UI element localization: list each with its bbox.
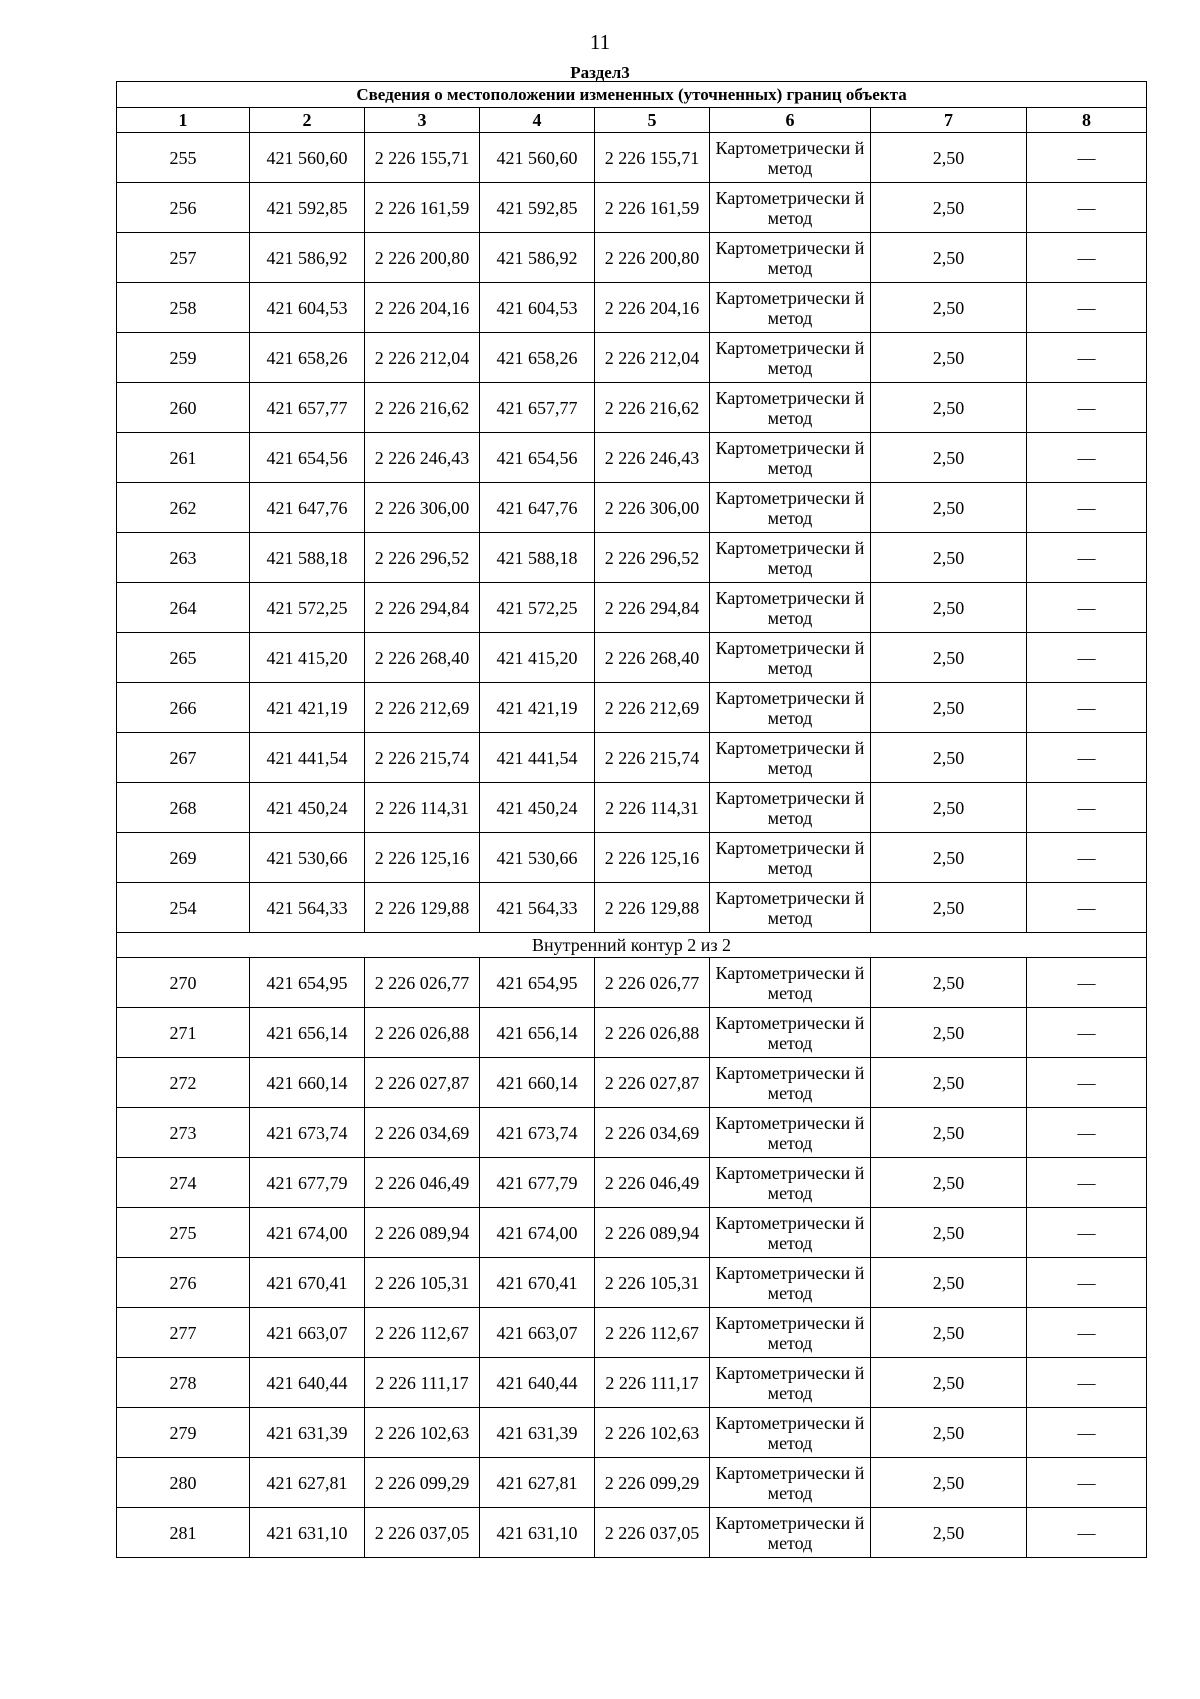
cell-description: — bbox=[1027, 1258, 1147, 1308]
cell-point-number: 274 bbox=[117, 1158, 250, 1208]
cell-point-number: 254 bbox=[117, 883, 250, 933]
cell-method: Картометрически й метод bbox=[710, 1358, 871, 1408]
cell-description: — bbox=[1027, 1458, 1147, 1508]
cell-x-existing: 421 658,26 bbox=[250, 333, 365, 383]
table-caption: Сведения о местоположении измененных (уточненных) границ объекта bbox=[117, 82, 1147, 108]
cell-y-existing: 2 226 246,43 bbox=[365, 433, 480, 483]
cell-method: Картометрически й метод bbox=[710, 783, 871, 833]
cell-y-existing: 2 226 216,62 bbox=[365, 383, 480, 433]
cell-x-new: 421 564,33 bbox=[480, 883, 595, 933]
cell-y-new: 2 226 125,16 bbox=[595, 833, 710, 883]
cell-x-existing: 421 572,25 bbox=[250, 583, 365, 633]
cell-y-existing: 2 226 306,00 bbox=[365, 483, 480, 533]
table-row bbox=[117, 1358, 1147, 1408]
cell-point-number: 258 bbox=[117, 283, 250, 333]
cell-accuracy: 2,50 bbox=[871, 683, 1027, 733]
cell-point-number: 260 bbox=[117, 383, 250, 433]
cell-point-number: 269 bbox=[117, 833, 250, 883]
cell-x-existing: 421 654,95 bbox=[250, 958, 365, 1008]
cell-accuracy: 2,50 bbox=[871, 533, 1027, 583]
cell-description: — bbox=[1027, 183, 1147, 233]
table-row bbox=[117, 1308, 1147, 1358]
cell-accuracy: 2,50 bbox=[871, 1208, 1027, 1258]
cell-method: Картометрически й метод bbox=[710, 733, 871, 783]
cell-method: Картометрически й метод bbox=[710, 633, 871, 683]
cell-description: — bbox=[1027, 1108, 1147, 1158]
cell-point-number: 281 bbox=[117, 1508, 250, 1558]
cell-description: — bbox=[1027, 333, 1147, 383]
cell-description: — bbox=[1027, 133, 1147, 183]
cell-point-number: 275 bbox=[117, 1208, 250, 1258]
table-row bbox=[117, 958, 1147, 1008]
cell-accuracy: 2,50 bbox=[871, 383, 1027, 433]
cell-accuracy: 2,50 bbox=[871, 583, 1027, 633]
table-row bbox=[117, 783, 1147, 833]
cell-description: — bbox=[1027, 383, 1147, 433]
cell-x-new: 421 441,54 bbox=[480, 733, 595, 783]
cell-x-new: 421 654,95 bbox=[480, 958, 595, 1008]
cell-accuracy: 2,50 bbox=[871, 333, 1027, 383]
cell-x-existing: 421 450,24 bbox=[250, 783, 365, 833]
cell-y-new: 2 226 204,16 bbox=[595, 283, 710, 333]
cell-point-number: 272 bbox=[117, 1058, 250, 1108]
cell-x-existing: 421 674,00 bbox=[250, 1208, 365, 1258]
cell-y-new: 2 226 200,80 bbox=[595, 233, 710, 283]
table-row bbox=[117, 683, 1147, 733]
cell-y-new: 2 226 155,71 bbox=[595, 133, 710, 183]
table-row bbox=[117, 1258, 1147, 1308]
cell-x-new: 421 588,18 bbox=[480, 533, 595, 583]
table-row bbox=[117, 1208, 1147, 1258]
cell-description: — bbox=[1027, 1408, 1147, 1458]
cell-description: — bbox=[1027, 783, 1147, 833]
cell-y-existing: 2 226 105,31 bbox=[365, 1258, 480, 1308]
table-row bbox=[117, 733, 1147, 783]
cell-method: Картометрически й метод bbox=[710, 583, 871, 633]
cell-x-existing: 421 564,33 bbox=[250, 883, 365, 933]
cell-description: — bbox=[1027, 1308, 1147, 1358]
cell-description: — bbox=[1027, 683, 1147, 733]
cell-x-existing: 421 677,79 bbox=[250, 1158, 365, 1208]
cell-y-new: 2 226 026,77 bbox=[595, 958, 710, 1008]
cell-y-existing: 2 226 204,16 bbox=[365, 283, 480, 333]
cell-point-number: 276 bbox=[117, 1258, 250, 1308]
cell-description: — bbox=[1027, 833, 1147, 883]
cell-y-new: 2 226 212,69 bbox=[595, 683, 710, 733]
cell-x-new: 421 572,25 bbox=[480, 583, 595, 633]
cell-method: Картометрически й метод bbox=[710, 333, 871, 383]
cell-point-number: 255 bbox=[117, 133, 250, 183]
cell-x-existing: 421 530,66 bbox=[250, 833, 365, 883]
cell-y-existing: 2 226 294,84 bbox=[365, 583, 480, 633]
cell-accuracy: 2,50 bbox=[871, 1058, 1027, 1108]
column-number-5: 5 bbox=[595, 108, 710, 133]
column-number-7: 7 bbox=[871, 108, 1027, 133]
cell-x-new: 421 560,60 bbox=[480, 133, 595, 183]
cell-x-existing: 421 657,77 bbox=[250, 383, 365, 433]
cell-accuracy: 2,50 bbox=[871, 183, 1027, 233]
cell-x-new: 421 421,19 bbox=[480, 683, 595, 733]
cell-point-number: 266 bbox=[117, 683, 250, 733]
table-row bbox=[117, 383, 1147, 433]
cell-accuracy: 2,50 bbox=[871, 1008, 1027, 1058]
coordinates-table bbox=[116, 81, 1147, 1558]
cell-accuracy: 2,50 bbox=[871, 733, 1027, 783]
cell-point-number: 257 bbox=[117, 233, 250, 283]
cell-method: Картометрически й метод bbox=[710, 1158, 871, 1208]
cell-y-new: 2 226 161,59 bbox=[595, 183, 710, 233]
cell-y-existing: 2 226 026,77 bbox=[365, 958, 480, 1008]
cell-accuracy: 2,50 bbox=[871, 833, 1027, 883]
cell-x-existing: 421 588,18 bbox=[250, 533, 365, 583]
cell-accuracy: 2,50 bbox=[871, 133, 1027, 183]
table-row bbox=[117, 1458, 1147, 1508]
table-row bbox=[117, 583, 1147, 633]
cell-x-new: 421 674,00 bbox=[480, 1208, 595, 1258]
cell-description: — bbox=[1027, 1208, 1147, 1258]
cell-x-new: 421 657,77 bbox=[480, 383, 595, 433]
cell-method: Картометрически й метод bbox=[710, 233, 871, 283]
cell-x-existing: 421 670,41 bbox=[250, 1258, 365, 1308]
cell-y-existing: 2 226 212,69 bbox=[365, 683, 480, 733]
contour-label: Внутренний контур 2 из 2 bbox=[117, 933, 1147, 958]
table-row bbox=[117, 433, 1147, 483]
cell-x-new: 421 658,26 bbox=[480, 333, 595, 383]
cell-point-number: 256 bbox=[117, 183, 250, 233]
cell-x-new: 421 627,81 bbox=[480, 1458, 595, 1508]
cell-method: Картометрически й метод bbox=[710, 483, 871, 533]
cell-y-new: 2 226 027,87 bbox=[595, 1058, 710, 1108]
cell-accuracy: 2,50 bbox=[871, 1258, 1027, 1308]
cell-accuracy: 2,50 bbox=[871, 1308, 1027, 1358]
cell-y-existing: 2 226 200,80 bbox=[365, 233, 480, 283]
cell-x-existing: 421 560,60 bbox=[250, 133, 365, 183]
table-row bbox=[117, 1508, 1147, 1558]
cell-y-existing: 2 226 155,71 bbox=[365, 133, 480, 183]
cell-y-existing: 2 226 034,69 bbox=[365, 1108, 480, 1158]
cell-method: Картометрически й метод bbox=[710, 1258, 871, 1308]
cell-method: Картометрически й метод bbox=[710, 958, 871, 1008]
table-row bbox=[117, 333, 1147, 383]
cell-x-new: 421 530,66 bbox=[480, 833, 595, 883]
cell-y-existing: 2 226 212,04 bbox=[365, 333, 480, 383]
cell-method: Картометрически й метод bbox=[710, 433, 871, 483]
cell-y-existing: 2 226 161,59 bbox=[365, 183, 480, 233]
cell-x-existing: 421 421,19 bbox=[250, 683, 365, 733]
cell-accuracy: 2,50 bbox=[871, 1158, 1027, 1208]
cell-description: — bbox=[1027, 483, 1147, 533]
cell-y-new: 2 226 026,88 bbox=[595, 1008, 710, 1058]
cell-y-existing: 2 226 037,05 bbox=[365, 1508, 480, 1558]
cell-x-existing: 421 586,92 bbox=[250, 233, 365, 283]
cell-y-new: 2 226 111,17 bbox=[595, 1358, 710, 1408]
cell-y-new: 2 226 296,52 bbox=[595, 533, 710, 583]
cell-accuracy: 2,50 bbox=[871, 1108, 1027, 1158]
cell-y-new: 2 226 129,88 bbox=[595, 883, 710, 933]
cell-y-new: 2 226 306,00 bbox=[595, 483, 710, 533]
cell-x-existing: 421 604,53 bbox=[250, 283, 365, 333]
cell-y-existing: 2 226 102,63 bbox=[365, 1408, 480, 1458]
cell-x-new: 421 592,85 bbox=[480, 183, 595, 233]
cell-method: Картометрически й метод bbox=[710, 283, 871, 333]
cell-y-new: 2 226 215,74 bbox=[595, 733, 710, 783]
column-number-2: 2 bbox=[250, 108, 365, 133]
cell-x-existing: 421 647,76 bbox=[250, 483, 365, 533]
cell-y-existing: 2 226 046,49 bbox=[365, 1158, 480, 1208]
table-row bbox=[117, 1408, 1147, 1458]
cell-y-new: 2 226 112,67 bbox=[595, 1308, 710, 1358]
cell-y-new: 2 226 099,29 bbox=[595, 1458, 710, 1508]
cell-x-new: 421 631,10 bbox=[480, 1508, 595, 1558]
column-number-1: 1 bbox=[117, 108, 250, 133]
table-row bbox=[117, 533, 1147, 583]
table-row bbox=[117, 1058, 1147, 1108]
cell-accuracy: 2,50 bbox=[871, 633, 1027, 683]
cell-accuracy: 2,50 bbox=[871, 433, 1027, 483]
cell-method: Картометрически й метод bbox=[710, 533, 871, 583]
cell-point-number: 261 bbox=[117, 433, 250, 483]
cell-point-number: 262 bbox=[117, 483, 250, 533]
cell-x-existing: 421 660,14 bbox=[250, 1058, 365, 1108]
cell-method: Картометрически й метод bbox=[710, 1458, 871, 1508]
cell-description: — bbox=[1027, 633, 1147, 683]
cell-description: — bbox=[1027, 883, 1147, 933]
cell-x-existing: 421 592,85 bbox=[250, 183, 365, 233]
cell-description: — bbox=[1027, 1058, 1147, 1108]
page-number: 11 bbox=[589, 30, 611, 54]
cell-method: Картометрически й метод bbox=[710, 133, 871, 183]
cell-x-new: 421 586,92 bbox=[480, 233, 595, 283]
cell-y-new: 2 226 102,63 bbox=[595, 1408, 710, 1458]
cell-method: Картометрически й метод bbox=[710, 1008, 871, 1058]
table-body bbox=[117, 133, 1147, 1558]
cell-x-new: 421 631,39 bbox=[480, 1408, 595, 1458]
cell-description: — bbox=[1027, 1358, 1147, 1408]
cell-method: Картометрически й метод bbox=[710, 1508, 871, 1558]
cell-point-number: 259 bbox=[117, 333, 250, 383]
table-row bbox=[117, 1008, 1147, 1058]
cell-y-new: 2 226 114,31 bbox=[595, 783, 710, 833]
cell-description: — bbox=[1027, 1158, 1147, 1208]
cell-accuracy: 2,50 bbox=[871, 958, 1027, 1008]
cell-y-existing: 2 226 026,88 bbox=[365, 1008, 480, 1058]
cell-point-number: 268 bbox=[117, 783, 250, 833]
table-row bbox=[117, 633, 1147, 683]
cell-method: Картометрически й метод bbox=[710, 883, 871, 933]
cell-point-number: 278 bbox=[117, 1358, 250, 1408]
cell-y-existing: 2 226 296,52 bbox=[365, 533, 480, 583]
contour-row bbox=[117, 933, 1147, 958]
cell-y-existing: 2 226 089,94 bbox=[365, 1208, 480, 1258]
cell-x-new: 421 654,56 bbox=[480, 433, 595, 483]
cell-method: Картометрически й метод bbox=[710, 683, 871, 733]
cell-method: Картометрически й метод bbox=[710, 1208, 871, 1258]
cell-y-existing: 2 226 111,17 bbox=[365, 1358, 480, 1408]
cell-x-existing: 421 656,14 bbox=[250, 1008, 365, 1058]
cell-y-new: 2 226 212,04 bbox=[595, 333, 710, 383]
table-row bbox=[117, 233, 1147, 283]
column-number-row bbox=[117, 108, 1147, 133]
cell-x-new: 421 677,79 bbox=[480, 1158, 595, 1208]
cell-description: — bbox=[1027, 283, 1147, 333]
column-number-4: 4 bbox=[480, 108, 595, 133]
cell-y-existing: 2 226 125,16 bbox=[365, 833, 480, 883]
table-row bbox=[117, 1108, 1147, 1158]
cell-y-existing: 2 226 112,67 bbox=[365, 1308, 480, 1358]
cell-x-existing: 421 631,10 bbox=[250, 1508, 365, 1558]
cell-accuracy: 2,50 bbox=[871, 883, 1027, 933]
cell-point-number: 267 bbox=[117, 733, 250, 783]
cell-x-existing: 421 663,07 bbox=[250, 1308, 365, 1358]
cell-x-existing: 421 415,20 bbox=[250, 633, 365, 683]
table-row bbox=[117, 833, 1147, 883]
cell-x-new: 421 663,07 bbox=[480, 1308, 595, 1358]
cell-point-number: 270 bbox=[117, 958, 250, 1008]
cell-description: — bbox=[1027, 733, 1147, 783]
table-row bbox=[117, 183, 1147, 233]
table-row bbox=[117, 883, 1147, 933]
cell-y-existing: 2 226 215,74 bbox=[365, 733, 480, 783]
cell-x-new: 421 673,74 bbox=[480, 1108, 595, 1158]
cell-x-existing: 421 654,56 bbox=[250, 433, 365, 483]
column-number-8: 8 bbox=[1027, 108, 1147, 133]
cell-method: Картометрически й метод bbox=[710, 1408, 871, 1458]
cell-method: Картометрически й метод bbox=[710, 383, 871, 433]
cell-x-new: 421 656,14 bbox=[480, 1008, 595, 1058]
cell-x-new: 421 660,14 bbox=[480, 1058, 595, 1108]
cell-accuracy: 2,50 bbox=[871, 1458, 1027, 1508]
cell-x-existing: 421 627,81 bbox=[250, 1458, 365, 1508]
cell-x-new: 421 450,24 bbox=[480, 783, 595, 833]
cell-point-number: 280 bbox=[117, 1458, 250, 1508]
cell-y-new: 2 226 089,94 bbox=[595, 1208, 710, 1258]
cell-x-new: 421 647,76 bbox=[480, 483, 595, 533]
cell-accuracy: 2,50 bbox=[871, 1508, 1027, 1558]
cell-y-existing: 2 226 114,31 bbox=[365, 783, 480, 833]
cell-x-new: 421 604,53 bbox=[480, 283, 595, 333]
cell-y-existing: 2 226 268,40 bbox=[365, 633, 480, 683]
cell-y-existing: 2 226 099,29 bbox=[365, 1458, 480, 1508]
cell-accuracy: 2,50 bbox=[871, 483, 1027, 533]
cell-point-number: 264 bbox=[117, 583, 250, 633]
cell-description: — bbox=[1027, 433, 1147, 483]
cell-y-new: 2 226 037,05 bbox=[595, 1508, 710, 1558]
cell-y-existing: 2 226 027,87 bbox=[365, 1058, 480, 1108]
cell-y-new: 2 226 294,84 bbox=[595, 583, 710, 633]
cell-x-existing: 421 640,44 bbox=[250, 1358, 365, 1408]
cell-x-new: 421 415,20 bbox=[480, 633, 595, 683]
cell-x-existing: 421 631,39 bbox=[250, 1408, 365, 1458]
cell-y-new: 2 226 034,69 bbox=[595, 1108, 710, 1158]
table-row bbox=[117, 133, 1147, 183]
section-title: Раздел3 bbox=[570, 63, 630, 82]
cell-accuracy: 2,50 bbox=[871, 1358, 1027, 1408]
cell-point-number: 263 bbox=[117, 533, 250, 583]
cell-method: Картометрически й метод bbox=[710, 1108, 871, 1158]
cell-point-number: 271 bbox=[117, 1008, 250, 1058]
cell-method: Картометрически й метод bbox=[710, 183, 871, 233]
table-caption-row bbox=[117, 82, 1147, 108]
table-row bbox=[117, 1158, 1147, 1208]
cell-accuracy: 2,50 bbox=[871, 1408, 1027, 1458]
cell-point-number: 265 bbox=[117, 633, 250, 683]
cell-accuracy: 2,50 bbox=[871, 283, 1027, 333]
cell-point-number: 279 bbox=[117, 1408, 250, 1458]
cell-accuracy: 2,50 bbox=[871, 783, 1027, 833]
cell-description: — bbox=[1027, 533, 1147, 583]
cell-method: Картометрически й метод bbox=[710, 1058, 871, 1108]
column-number-3: 3 bbox=[365, 108, 480, 133]
cell-method: Картометрически й метод bbox=[710, 833, 871, 883]
table-row bbox=[117, 483, 1147, 533]
cell-accuracy: 2,50 bbox=[871, 233, 1027, 283]
column-number-6: 6 bbox=[710, 108, 871, 133]
cell-x-new: 421 670,41 bbox=[480, 1258, 595, 1308]
cell-description: — bbox=[1027, 958, 1147, 1008]
cell-point-number: 277 bbox=[117, 1308, 250, 1358]
cell-method: Картометрически й метод bbox=[710, 1308, 871, 1358]
cell-y-new: 2 226 216,62 bbox=[595, 383, 710, 433]
cell-description: — bbox=[1027, 1008, 1147, 1058]
table-row bbox=[117, 283, 1147, 333]
cell-y-existing: 2 226 129,88 bbox=[365, 883, 480, 933]
cell-y-new: 2 226 046,49 bbox=[595, 1158, 710, 1208]
cell-point-number: 273 bbox=[117, 1108, 250, 1158]
cell-x-new: 421 640,44 bbox=[480, 1358, 595, 1408]
cell-y-new: 2 226 246,43 bbox=[595, 433, 710, 483]
cell-x-existing: 421 441,54 bbox=[250, 733, 365, 783]
cell-x-existing: 421 673,74 bbox=[250, 1108, 365, 1158]
cell-y-new: 2 226 105,31 bbox=[595, 1258, 710, 1308]
cell-description: — bbox=[1027, 583, 1147, 633]
cell-description: — bbox=[1027, 233, 1147, 283]
cell-description: — bbox=[1027, 1508, 1147, 1558]
cell-y-new: 2 226 268,40 bbox=[595, 633, 710, 683]
